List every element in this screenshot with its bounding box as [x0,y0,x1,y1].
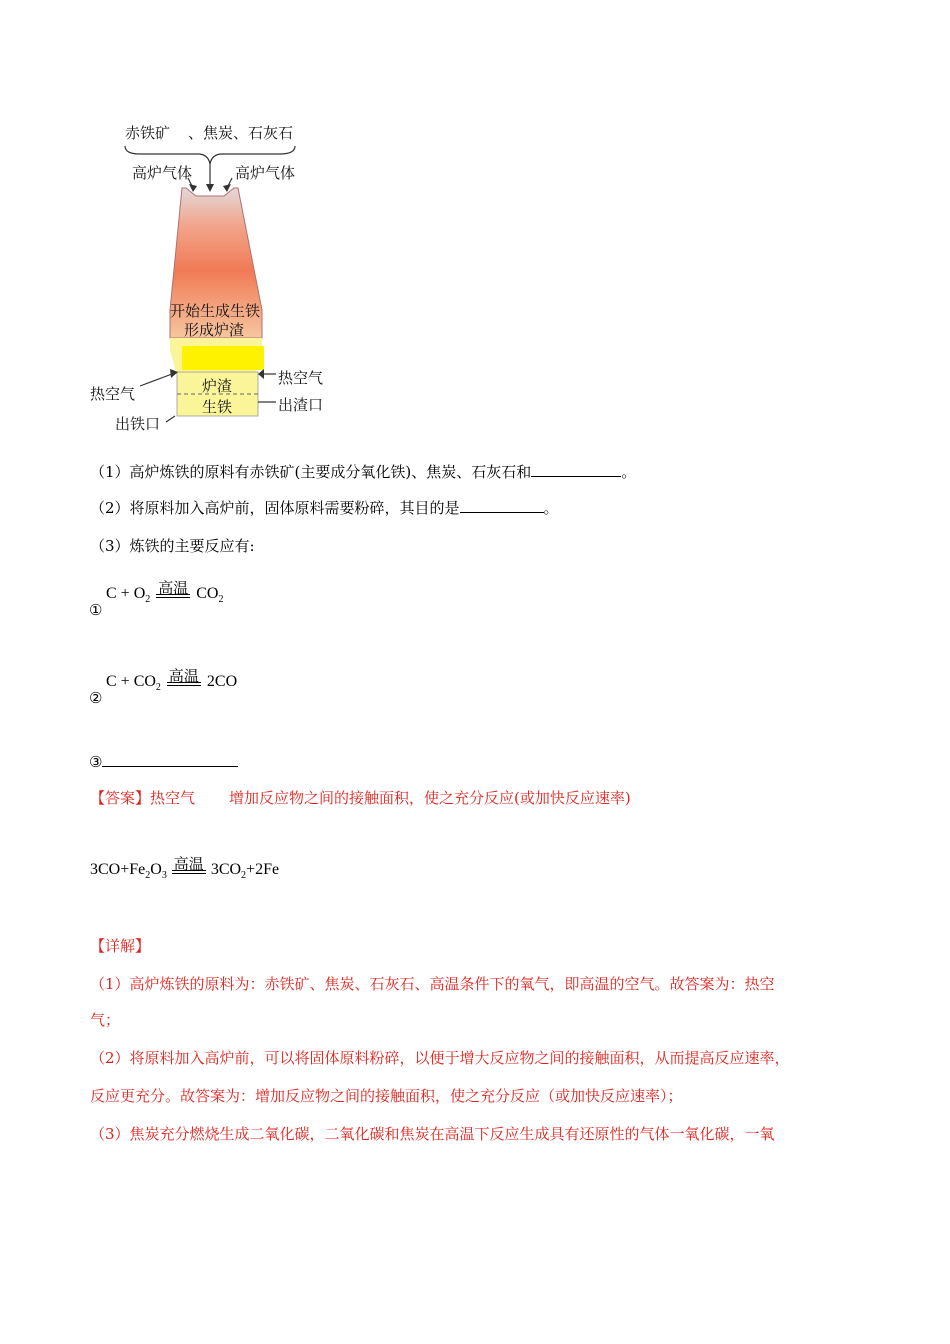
answer-blank-1 [531,462,621,477]
slag-label: 炉渣 [202,377,233,395]
hot-air-right-label: 热空气 [278,369,324,387]
answer-blank-2 [460,498,544,513]
answer-line: 【答案】热空气 增加反应物之间的接触面积，使之充分反应(或加快反应速率) [90,789,631,807]
detail-tag: 【详解】 [90,937,151,955]
reaction-3: ③ [89,752,238,772]
answer-equation-condition: 高温 [173,857,204,873]
yellow-zone [182,346,264,370]
gas-label-left: 高炉气体 [132,164,193,182]
reaction-1: $C + O_2$ 高温 $CO_2$ [106,581,224,605]
blast-furnace-diagram [80,110,340,440]
detail-p1-line1: （1）高炉炼铁的原料为：赤铁矿、焦炭、石灰石、高温条件下的氧气，即高温的空气。故答案为：热空 [90,975,775,993]
pig-iron-label: 生铁 [202,398,233,416]
question-3: （3）炼铁的主要反应有: [90,537,255,555]
diagram-top-label-left: 赤铁矿 [125,124,171,142]
reaction-2-number: ② [89,689,103,707]
reaction-2: $C + CO_2$ 高温 2CO [106,669,238,693]
reaction-1-condition: 高温 [158,581,189,597]
detail-p2-line2: 反应更充分。故答案为：增加反应物之间的接触面积，使之充分反应（或加快反应速率）； [90,1087,683,1105]
reaction-2-condition: 高温 [168,669,199,685]
detail-p1-line2: 气； [90,1011,121,1029]
hot-air-left-label: 热空气 [90,385,136,403]
answer-blank-3 [102,752,238,767]
gas-label-right: 高炉气体 [235,164,296,182]
question-1: （1）高炉炼铁的原料有赤铁矿(主要成分氧化铁)、焦炭、石灰石和 。 [90,463,637,481]
answer-tag: 【答案】 [90,789,151,807]
zone-label-line1: 开始生成生铁 [170,302,261,320]
answer-equation: $3CO+Fe_2O_3$ 高温 $3CO_2+2Fe$ [90,857,280,881]
detail-p3-line1: （3）焦炭充分燃烧生成二氧化碳，二氧化碳和焦炭在高温下反应生成具有还原性的气体一氧化碳，一氧 [90,1125,775,1143]
question-2: （2）将原料加入高炉前，固体原料需要粉碎，其目的是 。 [90,499,559,517]
slag-outlet-label: 出渣口 [278,396,324,414]
iron-outlet-label: 出铁口 [115,415,161,433]
reaction-1-number: ① [89,601,103,619]
zone-label-line2: 形成炉渣 [184,321,245,339]
detail-p2-line1: （2）将原料加入高炉前，可以将固体原料粉碎，以便于增大反应物之间的接触面积，从而提高反应速率， [90,1049,790,1067]
diagram-top-label-right: 、焦炭、石灰石 [188,124,294,142]
